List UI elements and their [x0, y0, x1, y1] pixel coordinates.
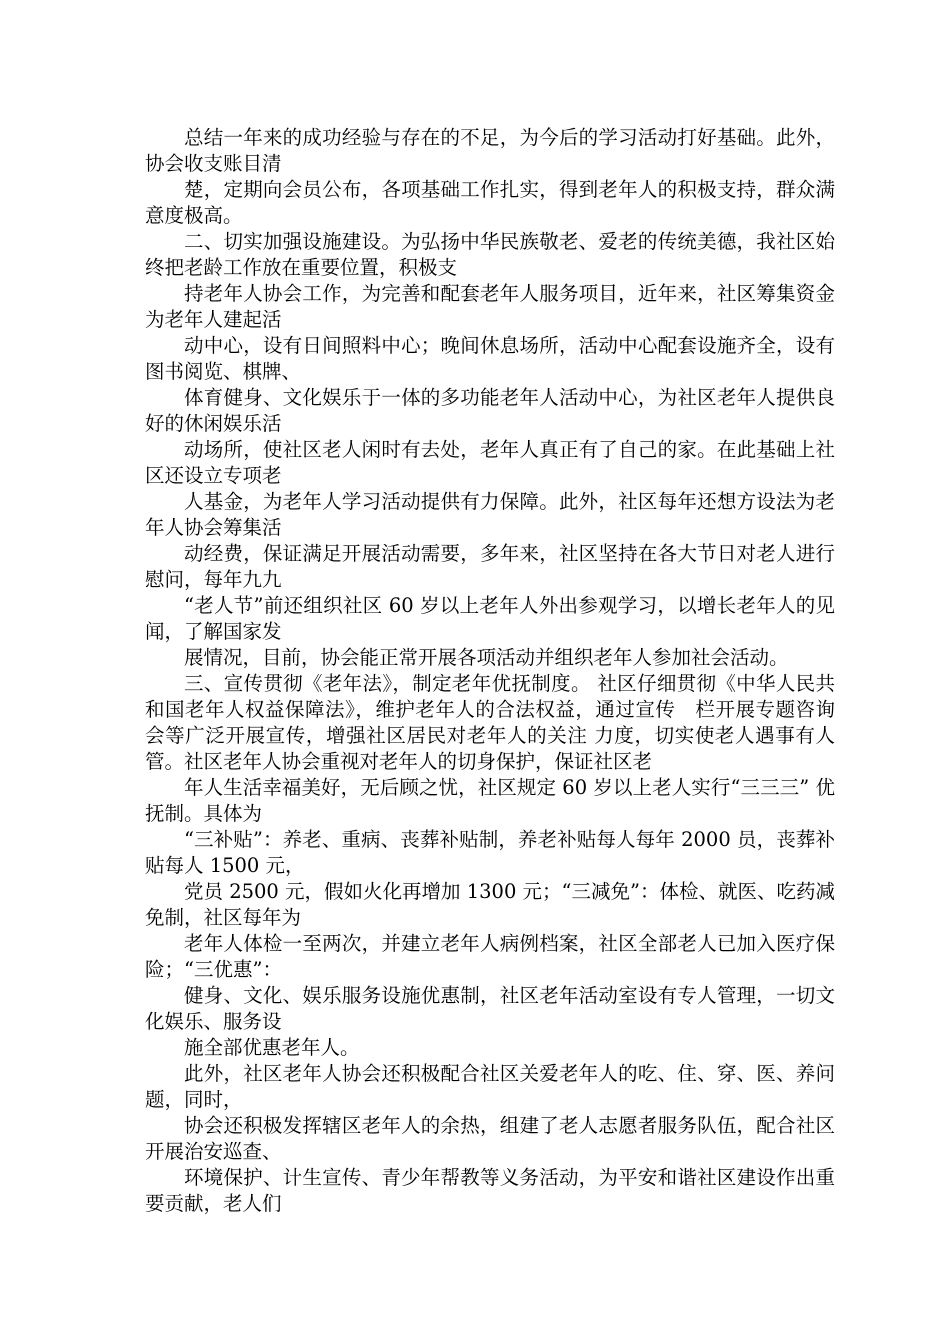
paragraph-04: 持老年人协会工作，为完善和配套老年人服务项目，近年来，社区筹集资金为老年人建起活 — [145, 282, 835, 331]
paragraph-16: 老年人体检一至两次，并建立老年人病例档案，社区全部老人已加入医疗保险；“三优惠”： — [145, 932, 835, 981]
paragraph-02: 楚，定期向会员公布，各项基础工作扎实，得到老年人的积极支持，群众满意度极高。 — [145, 178, 835, 227]
paragraph-03: 二、切实加强设施建设。为弘扬中华民族敬老、爱老的传统美德，我社区始终把老龄工作放在重要位置，积极支 — [145, 230, 835, 279]
paragraph-05: 动中心，设有日间照料中心；晚间休息场所，活动中心配套设施齐全，设有图书阅览、棋牌、 — [145, 334, 835, 383]
paragraph-11: 展情况，目前，协会能正常开展各项活动并组织老年人参加社会活动。 — [184, 646, 789, 669]
paragraph-17: 健身、文化、娱乐服务设施优惠制，社区老年活动室设有专人管理，一切文化娱乐、服务设 — [145, 984, 835, 1033]
paragraph-19: 此外，社区老年人协会还积极配合社区关爱老年人的吃、住、穿、医、养问题，同时， — [145, 1062, 835, 1111]
paragraph-10: “老人节”前还组织社区 60 岁以上老年人外出参观学习，以增长老年人的见闻，了解国家发 — [145, 594, 835, 643]
paragraph-14: “三补贴”：养老、重病、丧葬补贴制，养老补贴每人每年 2000 员，丧葬补贴每人 1500 元， — [145, 828, 835, 877]
paragraph-09: 动经费，保证满足开展活动需要，多年来，社区坚持在各大节日对老人进行慰问，每年九九 — [145, 542, 835, 591]
paragraph-20: 协会还积极发挥辖区老年人的余热，组建了老人志愿者服务队伍，配合社区开展治安巡查、 — [145, 1114, 835, 1163]
document-body — [145, 125, 835, 1217]
paragraph-01: 总结一年来的成功经验与存在的不足，为今后的学习活动打好基础。此外，协会收支账目清 — [145, 126, 835, 175]
paragraph-08: 人基金，为老年人学习活动提供有力保障。此外，社区每年还想方设法为老年人协会筹集活 — [145, 490, 835, 539]
paragraph-15: 党员 2500 元，假如火化再增加 1300 元；“三减免”：体检、就医、吃药减免制，社区每年为 — [145, 880, 835, 929]
paragraph-07: 动场所，使社区老人闲时有去处，老年人真正有了自己的家。在此基础上社区还设立专项老 — [145, 438, 835, 487]
paragraph-21: 环境保护、计生宣传、青少年帮教等义务活动，为平安和谐社区建设作出重要贡献，老人们 — [145, 1166, 835, 1215]
paragraph-12: 三、宣传贯彻《老年法》，制定老年优抚制度。 社区仔细贯彻《中华人民共和国老年人权益保障法》，维护老年人的合法权益，通过宣传 栏开展专题咨询会等广泛开展宣传，增强社区居民对老年人的关注 力度，切实使老人遇事有人管。社区老年人协会重视对老年人的切身保护，保证社区老 — [145, 672, 835, 773]
paragraph-06: 体育健身、文化娱乐于一体的多功能老年人活动中心，为社区老年人提供良好的休闲娱乐活 — [145, 386, 835, 435]
paragraph-13: 年人生活幸福美好，无后顾之忧，社区规定 60 岁以上老人实行“三三三” 优抚制。具体为 — [145, 776, 835, 825]
paragraph-18: 施全部优惠老年人。 — [184, 1036, 360, 1059]
